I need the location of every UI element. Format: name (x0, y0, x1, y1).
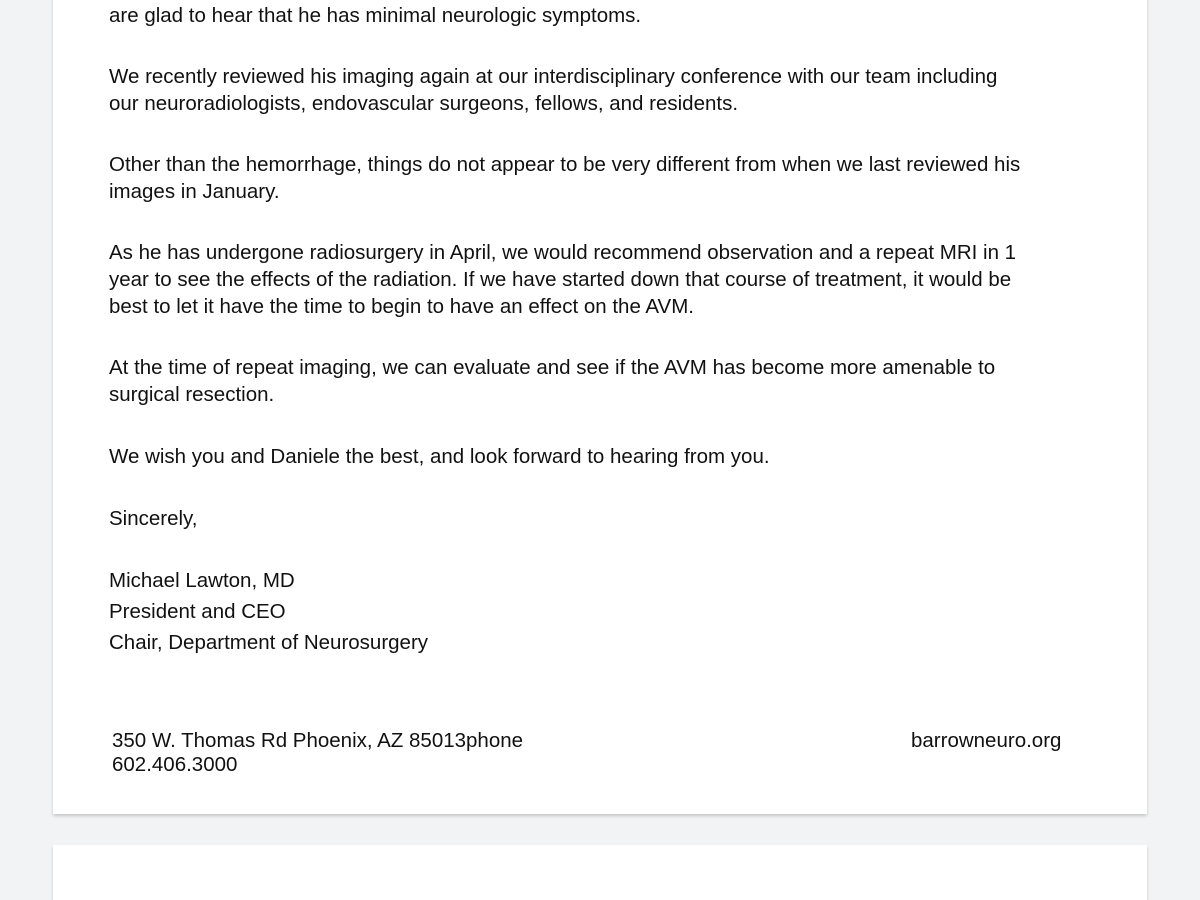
signature-title: President and CEO (109, 600, 286, 623)
letter-line: We wish you and Daniele the best, and look forward to hearing from you. (109, 445, 770, 468)
footer-website: barrowneuro.org (911, 729, 1062, 752)
letter-line: surgical resection. (109, 383, 275, 406)
signature-department: Chair, Department of Neurosurgery (109, 631, 429, 654)
footer-address-line: 350 W. Thomas Rd Phoenix, AZ 85013phone (112, 729, 524, 752)
letter-line: year to see the effects of the radiation. If we have started down that course of treatment, it would be (109, 268, 1012, 291)
letter-line: images in January. (109, 180, 280, 203)
letter-line: At the time of repeat imaging, we can evaluate and see if the AVM has become more amenable to (109, 356, 996, 379)
letter-line: Other than the hemorrhage, things do not appear to be very different from when we last reviewed his (109, 153, 1021, 176)
letter-line: best to let it have the time to begin to have an effect on the AVM. (109, 295, 695, 318)
footer-address (112, 729, 523, 777)
letter-line: As he has undergone radiosurgery in April, we would recommend observation and a repeat MRI in 1 (109, 241, 1017, 264)
signature-name: Michael Lawton, MD (109, 569, 295, 592)
letter-line: We recently reviewed his imaging again at our interdisciplinary conference with our team including (109, 65, 998, 88)
footer-phone-line: 602.406.3000 (112, 753, 238, 776)
closing: Sincerely, (109, 507, 198, 530)
letter-line: are glad to hear that he has minimal neurologic symptoms. (109, 4, 642, 27)
letter-page (53, 0, 1147, 814)
next-page (53, 845, 1147, 900)
letter-line: our neuroradiologists, endovascular surgeons, fellows, and residents. (109, 92, 739, 115)
